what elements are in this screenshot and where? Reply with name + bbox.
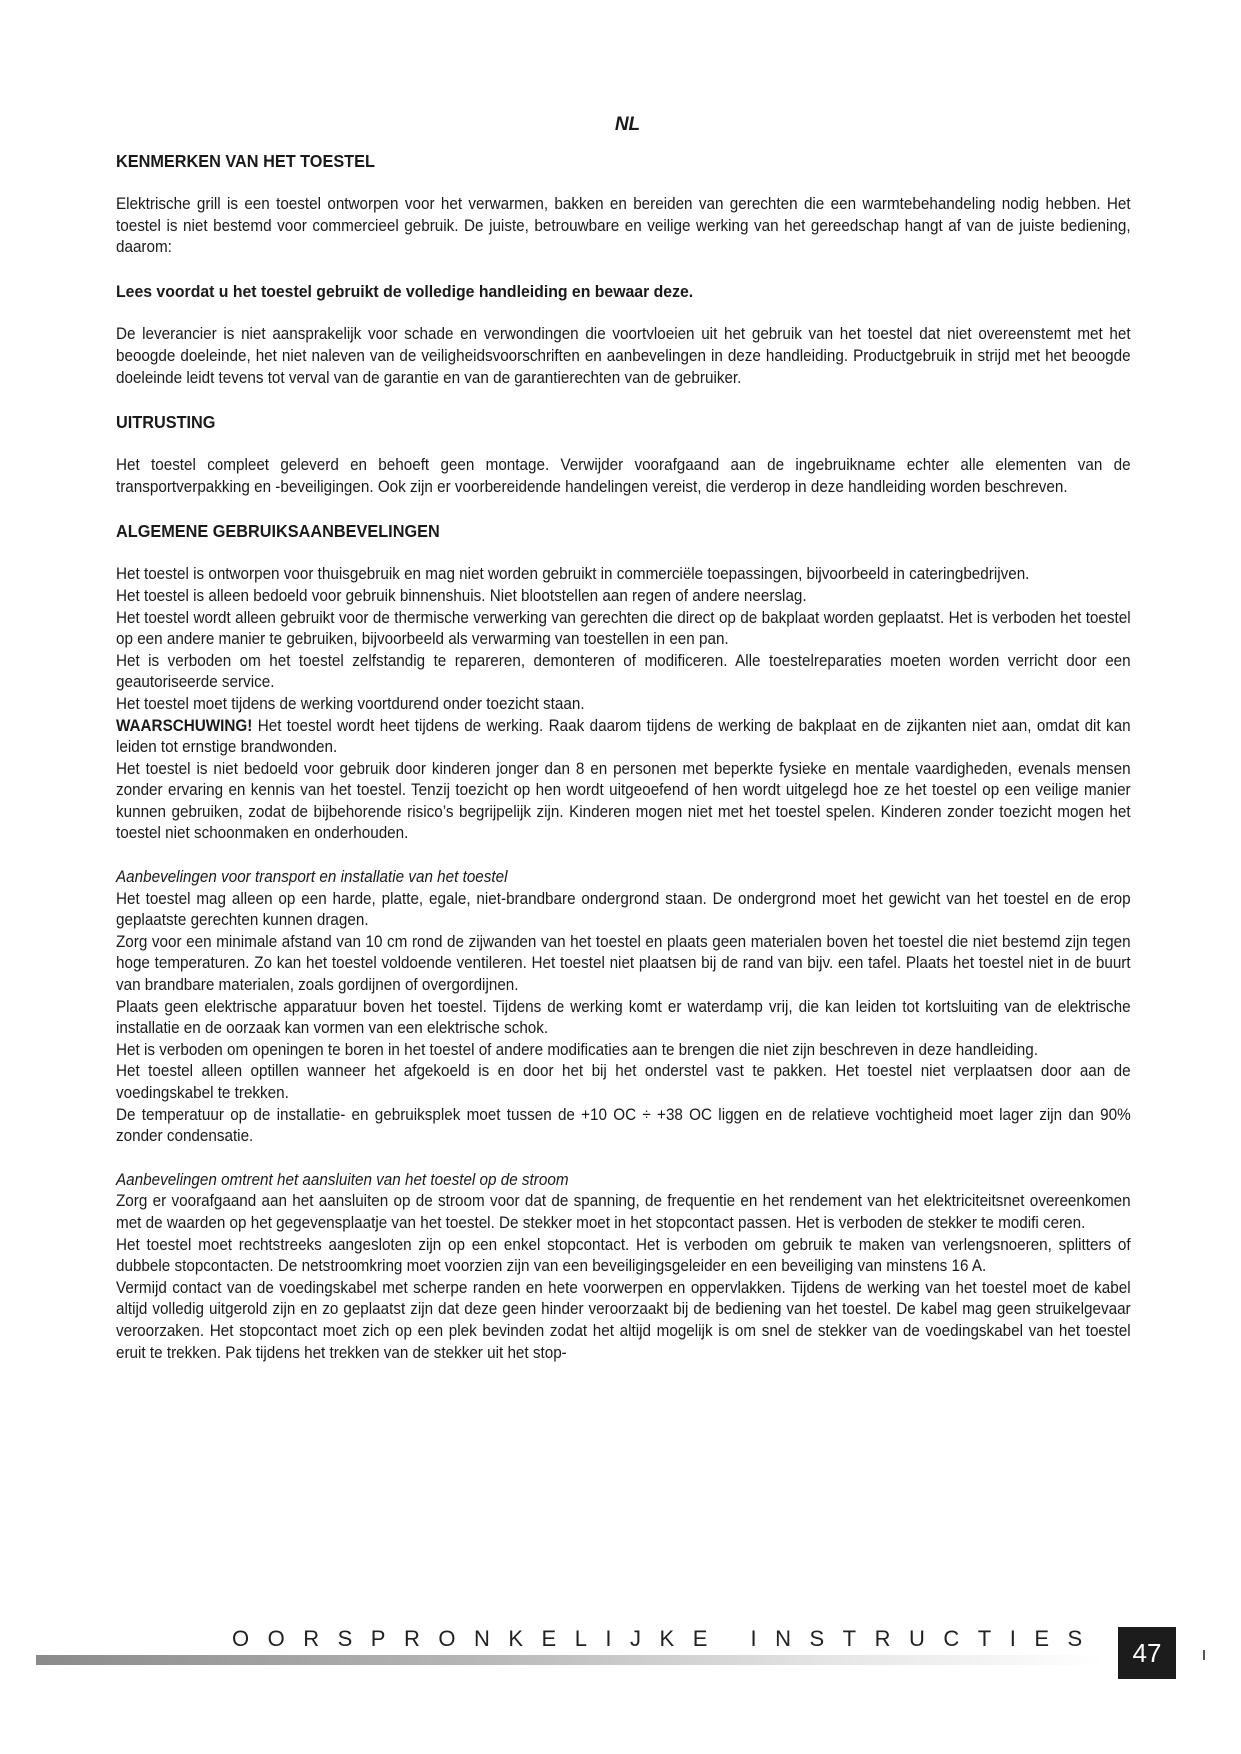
subsection-title-stroom: Aanbevelingen omtrent het aansluiten van het toestel op de stroom <box>116 1170 569 1189</box>
document-body <box>116 150 1131 1364</box>
paragraph: Het toestel moet tijdens de werking voortdurend onder toezicht staan. <box>116 694 585 713</box>
page-number-box <box>1118 1627 1176 1679</box>
section-title-kenmerken: KENMERKEN VAN HET TOESTEL <box>116 151 375 171</box>
paragraph: Zorg voor een minimale afstand van 10 cm rond de zijwanden van het toestel en plaats geen materialen boven het toestel die niet bestemd zijn tegen hoge temperaturen. Zo kan het toestel voldoende ventileren. Het toestel niet plaatsen bij de rand van bijv. een tafel. Plaats het toestel niet in de buurt van brandbare materialen, zoals gordijnen of overgordijnen. <box>116 932 1131 995</box>
footer-bar <box>36 1655 1104 1665</box>
section-stroom <box>116 1170 1131 1364</box>
section-title-uitrusting: UITRUSTING <box>116 412 216 433</box>
paragraph: Zorg er voorafgaand aan het aansluiten op de stroom voor dat de spanning, de frequentie en het rendement van het elektriciteitsnet overeenkomen met de waarden op het gegevensplaatje van het toestel. De stekker moet in het stopcontact passen. Het is verboden de stekker te modifi ceren. <box>116 1192 1131 1232</box>
paragraph: Het is verboden om openingen te boren in het toestel of andere modificaties aan te brengen die niet zijn beschreven in deze handleiding. <box>116 1040 1038 1059</box>
section-title-algemene: ALGEMENE GEBRUIKSAANBEVELINGEN <box>116 521 440 542</box>
paragraph: Het toestel alleen optillen wanneer het afgekoeld is en door het bij het onderstel vast te pakken. Het toestel niet verplaatsen door aan de voedingskabel te trekken. <box>116 1062 1131 1102</box>
paragraph: Het toestel is ontworpen voor thuisgebruik en mag niet worden gebruikt in commerciële toepassingen, bijvoorbeeld in cateringbedrijven. <box>116 565 1030 584</box>
paragraph: Het toestel compleet geleverd en behoeft geen montage. Verwijder voorafgaand aan de ingebruikname echter alle elementen van de transportverpakking en -beveiligingen. Ook zijn er voorbereidende handelingen vereist, die verderop in deze handleiding worden beschreven. <box>116 456 1131 496</box>
section-uitrusting <box>116 411 1131 498</box>
paragraph: Het toestel is alleen bedoeld voor gebruik binnenshuis. Niet blootstellen aan regen of andere neerslag. <box>116 586 807 605</box>
section-transport <box>116 867 1131 1148</box>
paragraph: Het toestel moet rechtstreeks aangesloten zijn op een enkel stopcontact. Het is verboden om gebruik te maken van verlengsnoeren, splitters of dubbele stopcontacten. De netstroomkring moet voorzien zijn van een beveiligingsgeleider en een beveiliging van minstens 16 A. <box>116 1235 1131 1276</box>
footer-label: OORSPRONKELIJKE INSTRUCTIES <box>232 1626 1101 1651</box>
section-algemene <box>116 520 1131 845</box>
paragraph: Vermijd contact van de voedingskabel met scherpe randen en hete voorwerpen en oppervlakken. Tijdens de werking van het toestel moet de kabel altijd volledig uitgerold zijn en zo geplaatst zijn dat deze geen hinder veroorzaakt bij de bediening van het toestel. De kabel mag geen struikelgevaar veroorzaken. Het stopcontact moet zich op een plek bevinden zodat het altijd mogelijk is om snel de stekker van de voedingskabel van het toestel eruit te trekken. Pak tijdens het trekken van de stekker uit het stop- <box>116 1278 1131 1362</box>
warning-text: Het toestel wordt heet tijdens de werking. Raak daarom tijdens de werking de bakplaat en de zijkanten niet aan, omdat dit kan leiden tot ernstige brandwonden. <box>116 716 1131 757</box>
page-number: 47 <box>1132 1637 1162 1668</box>
paragraph: Het toestel is niet bedoeld voor gebruik door kinderen jonger dan 8 en personen met beperkte fysieke en mentale vaardigheden, evenals mensen zonder ervaring en kennis van het toestel. Tenzij toezicht op hen wordt uitgeoefend of hen wordt uitgelegd hoe ze het toestel op een veilige manier kunnen gebruiken, zodat de bijbehorende risico’s begrijpelijk zijn. Kinderen mogen niet met het toestel spelen. Kinderen zonder toezicht mogen het toestel niet schoonmaken en onderhouden. <box>116 759 1131 843</box>
paragraph: Het is verboden om het toestel zelfstandig te repareren, demonteren of modificeren. Alle toestelreparaties moeten worden verricht door een geautoriseerde service. <box>116 651 1131 692</box>
section-kenmerken <box>116 150 1131 389</box>
warning-paragraph <box>116 716 1131 759</box>
paragraph: Elektrische grill is een toestel ontworpen voor het verwarmen, bakken en bereiden van gerechten die een warmtebehandeling nodig hebben. Het toestel is niet bestemd voor commercieel gebruik. De juiste, betrouwbare en veilige werking van het gereedschap hangt af van de juiste bediening, daarom: <box>116 195 1131 257</box>
language-label <box>0 114 1241 136</box>
warning-label: WAARSCHUWING! <box>116 716 253 735</box>
paragraph: Het toestel wordt alleen gebruikt voor de thermische verwerking van gerechten die direct op de bakplaat worden geplaatst. Het is verboden het toestel op een andere manier te gebruiken, bijvoorbeeld als verwarming van toestellen in een pan. <box>116 608 1131 649</box>
paragraph: De leverancier is niet aansprakelijk voor schade en verwondingen die voortvloeien uit het gebruik van het toestel dat niet overeenstemt met het beoogde doeleinde, het niet naleven van de veiligheidsvoorschriften en aanbevelingen in deze handleiding. Productgebruik in strijd met het beoogde doeleinde leidt tevens tot verval van de garantie en van de garantierechten van de gebruiker. <box>116 325 1131 387</box>
paragraph: Het toestel mag alleen op een harde, platte, egale, niet-brandbare ondergrond staan. De ondergrond moet het gewicht van het toestel en de erop geplaatste gerechten kunnen dragen. <box>116 889 1131 930</box>
paragraph: De temperatuur op de installatie- en gebruiksplek moet tussen de +10 OC ÷ +38 OC liggen en de relatieve vochtigheid moet lager zijn dan 90% zonder condensatie. <box>116 1105 1131 1146</box>
lead-instruction: Lees voordat u het toestel gebruikt de volledige handleiding en bewaar deze. <box>116 281 694 301</box>
margin-tick <box>1203 1650 1205 1660</box>
language-code: NL <box>614 114 641 135</box>
subsection-title-transport: Aanbevelingen voor transport en installatie van het toestel <box>116 868 508 887</box>
paragraph: Plaats geen elektrische apparatuur boven het toestel. Tijdens de werking komt er waterdamp vrij, die kan leiden tot kortsluiting van de elektrische installatie en de oorzaak kan vormen van een elektrische schok. <box>116 997 1131 1038</box>
